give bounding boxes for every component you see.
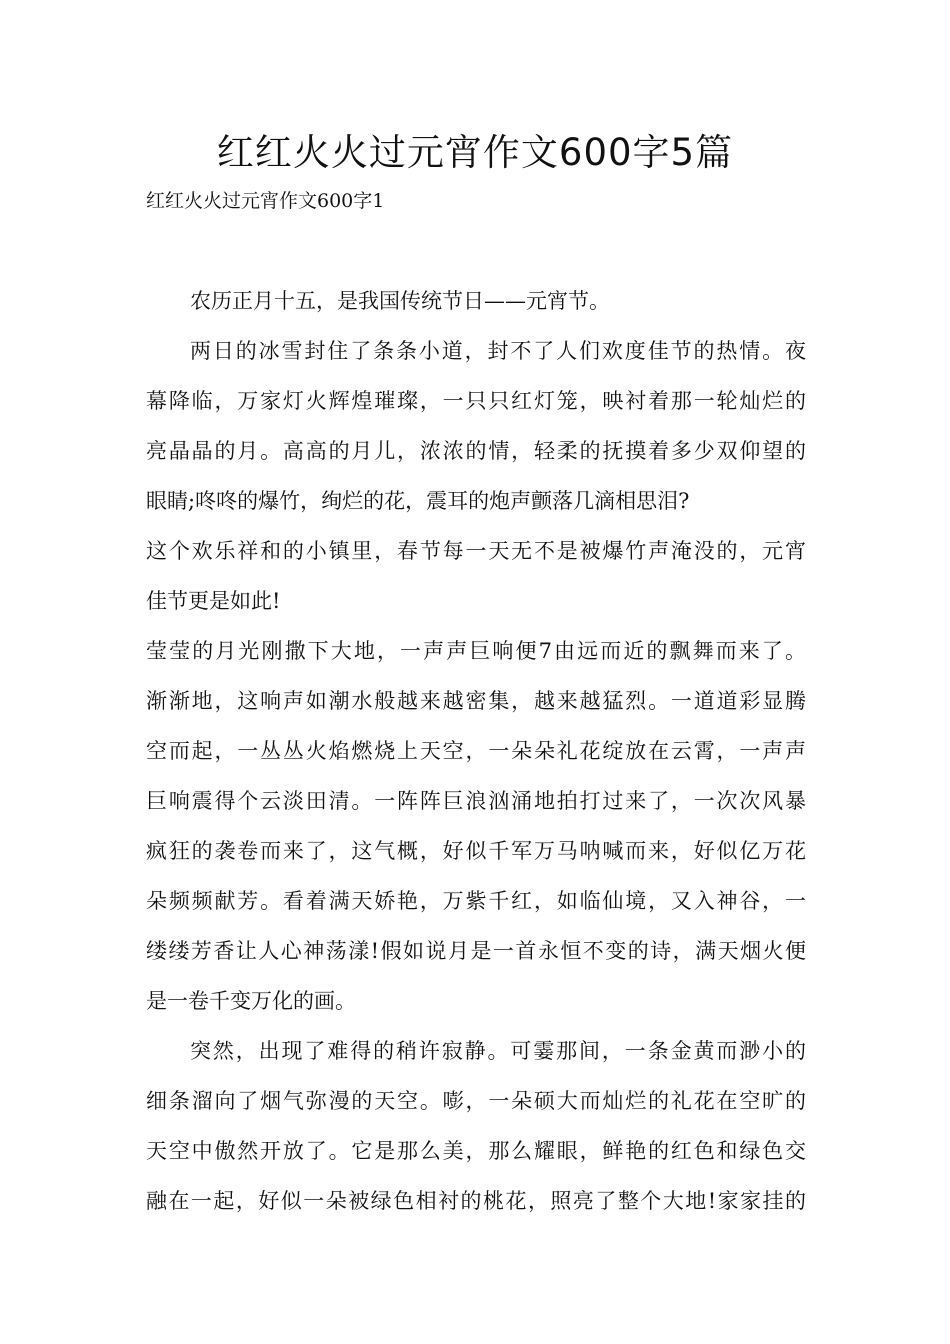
text-line: 融在一起，好似一朵被绿色相衬的桃花，照亮了整个大地!家家挂的	[146, 1189, 806, 1213]
document-title: 红红火火过元宵作文600字5篇	[216, 131, 734, 174]
text-line: 渐渐地，这响声如潮水般越来越密集，越来越猛烈。一道道彩显腾	[146, 689, 806, 713]
text-line: 天空中傲然开放了。它是那么美，那么耀眼，鲜艳的红色和绿色交	[146, 1139, 806, 1163]
text-line: 亮晶晶的月。高高的月儿，浓浓的情，轻柔的抚摸着多少双仰望的	[146, 439, 806, 463]
essay-body	[146, 280, 806, 1230]
text-line: 两日的冰雪封住了条条小道，封不了人们欢度佳节的热情。夜	[190, 339, 806, 363]
text-line: 佳节更是如此!	[146, 589, 281, 613]
text-line: 空而起，一丛丛火焰燃烧上天空，一朵朵礼花绽放在云霄，一声声	[146, 739, 806, 763]
text-line: 眼睛;咚咚的爆竹，绚烂的花，震耳的炮声颤落几滴相思泪?	[146, 489, 690, 513]
text-line: 农历正月十五，是我国传统节日——元宵节。	[190, 289, 610, 313]
text-line: 细条溜向了烟气弥漫的天空。嘭，一朵硕大而灿烂的礼花在空旷的	[146, 1089, 806, 1113]
text-line: 突然，出现了难得的稍许寂静。可霎那间，一条金黄而渺小的	[190, 1039, 806, 1063]
text-line: 这个欢乐祥和的小镇里，春节每一天无不是被爆竹声淹没的，元宵	[146, 539, 806, 563]
text-line: 朵频频献芳。看着满天娇艳，万紫千红，如临仙境，又入神谷，一	[146, 889, 806, 913]
text-line: 莹莹的月光刚撒下大地，一声声巨响便7由远而近的飘舞而来了。	[146, 639, 806, 663]
text-line: 巨响震得个云淡田清。一阵阵巨浪汹涌地拍打过来了，一次次风暴	[146, 789, 806, 813]
text-line: 缕缕芳香让人心神荡漾!假如说月是一首永恒不变的诗，满天烟火便	[146, 939, 806, 963]
text-line: 幕降临，万家灯火辉煌璀璨，一只只红灯笼，映衬着那一轮灿烂的	[146, 389, 806, 413]
essay-subtitle: 红红火火过元宵作文600字1	[146, 190, 385, 212]
text-line: 疯狂的袭卷而来了，这气概，好似千军万马呐喊而来，好似亿万花	[146, 839, 806, 863]
text-line: 是一卷千变万化的画。	[146, 989, 356, 1013]
